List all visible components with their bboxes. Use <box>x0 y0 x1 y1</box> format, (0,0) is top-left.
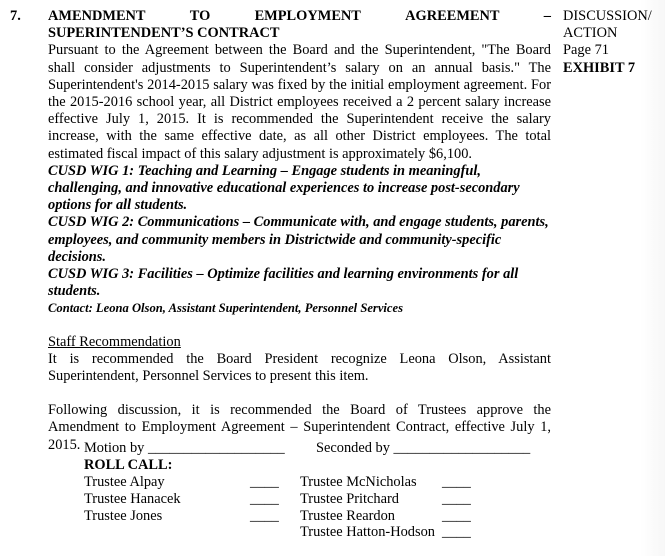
trustee-name: Trustee Hanacek <box>84 490 181 507</box>
vote-blank: ____ <box>250 474 279 490</box>
roll-call-row <box>300 508 471 525</box>
trustee-name: Trustee Jones <box>84 507 163 524</box>
roll-call-row <box>84 491 279 508</box>
roll-call-left-column <box>84 474 279 524</box>
roll-call-right-column <box>300 474 471 541</box>
page-reference: Page 71 <box>563 42 609 59</box>
following-discussion-text: Following discussion, it is recommended the Board of Trustees approve the Amendment to Employment Agreement – Superintendent Contract, effective July 1, 2015. <box>48 402 551 453</box>
vote-blank: ____ <box>442 507 471 524</box>
staff-recommendation-title: Staff Recommendation <box>48 333 181 350</box>
staff-recommendation-text: It is recommended the Board President recognize Leona Olson, Assistant Superintendent, Personnel Services to present this item. <box>48 350 551 385</box>
heading-word: AGREEMENT <box>405 8 500 24</box>
roll-call-grid <box>84 474 554 544</box>
item-type: DISCUSSION/ <box>563 8 652 24</box>
seconded-by-field: Seconded by ___________________ <box>316 440 531 456</box>
vote-blank: ____ <box>442 524 471 541</box>
heading-word: TO <box>189 8 211 24</box>
body-paragraph: Pursuant to the Agreement between the Board and the Superintendent, "The Board shall consider adjustments to Superintendent’s salary on an annual basis." The Superintendent's 2014-2015 salary was fixed by the initial employment agreement. For the 2015-2016 school year, all District employees received a 2 percent salary increase effective July 1, 2015. It is recommended the Superintendent receive the salary increase, with the same effective date, as all other District employees. The total estimated fiscal impact of this salary adjustment is approximately $6,100. <box>48 42 551 162</box>
item-heading <box>48 8 551 25</box>
roll-call-row <box>300 491 471 508</box>
trustee-name: Trustee McNicholas <box>300 474 417 490</box>
contact-line: Contact: Leona Olson, Assistant Superintendent, Personnel Services <box>48 301 403 316</box>
heading-word: EMPLOYMENT <box>254 8 361 24</box>
roll-call-row <box>84 474 279 491</box>
vote-blank: ____ <box>250 490 279 507</box>
roll-call-row <box>84 508 279 525</box>
trustee-name: Trustee Pritchard <box>300 490 399 507</box>
motion-section <box>84 440 554 544</box>
wig-goal-1: CUSD WIG 1: Teaching and Learning – Engage students in meaningful, challenging, and innovative educational experiences to increase post-secondary options for all students. <box>48 162 520 214</box>
wig-goal-3: CUSD WIG 3: Facilities – Optimize facilities and learning environments for all students. <box>48 266 519 300</box>
agenda-item-body <box>48 8 551 454</box>
motion-by-field: Motion by ___________________ <box>84 440 285 456</box>
roll-call-title: ROLL CALL: <box>84 457 173 473</box>
trustee-name: Trustee Hatton-Hodson <box>300 524 435 541</box>
vote-blank: ____ <box>442 474 471 490</box>
vote-blank: ____ <box>442 490 471 507</box>
heading-word: AMENDMENT <box>48 8 146 24</box>
motion-row <box>84 440 554 457</box>
item-type-action: ACTION <box>563 25 618 42</box>
exhibit-label: EXHIBIT 7 <box>563 59 636 76</box>
wig-goal-2: CUSD WIG 2: Communications – Communicate with, and engage students, parents, employees, and community members in Districtwide and community-specific decisions. <box>48 214 549 265</box>
roll-call-row <box>300 474 471 491</box>
trustee-name: Trustee Reardon <box>300 507 395 524</box>
item-side-column <box>563 8 663 77</box>
vote-blank: ____ <box>250 507 279 524</box>
item-heading-subtitle: SUPERINTENDENT’S CONTRACT <box>48 25 280 42</box>
trustee-name: Trustee Alpay <box>84 474 165 490</box>
roll-call-row <box>300 524 471 541</box>
item-number: 7. <box>10 8 21 24</box>
heading-word: – <box>543 8 551 24</box>
